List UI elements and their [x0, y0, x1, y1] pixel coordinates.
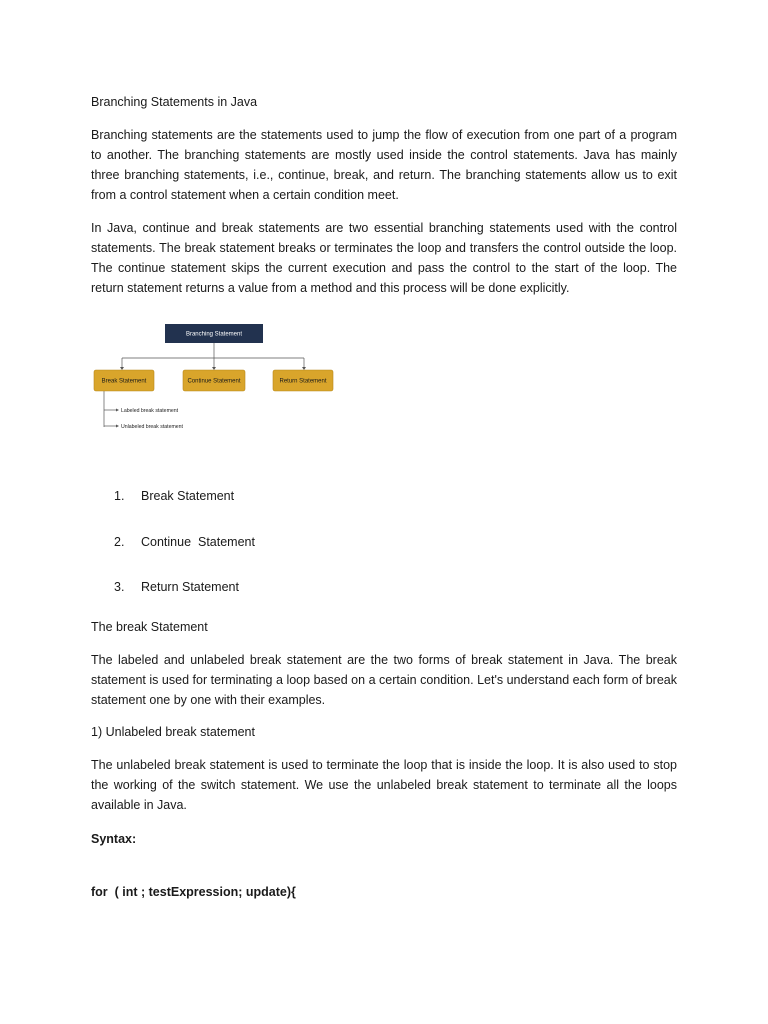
list-item-number: 3. — [114, 580, 125, 594]
list-item-number: 1. — [114, 489, 125, 503]
unlabeled-break-heading: 1) Unlabeled break statement — [91, 725, 255, 739]
branching-list — [114, 487, 255, 624]
list-item — [114, 578, 255, 596]
arrowhead-right — [302, 367, 306, 370]
diagram-root-label: Branching Statement — [185, 331, 243, 338]
branching-diagram-svg — [85, 316, 345, 436]
syntax-label: Syntax: — [91, 832, 137, 846]
continue-break-paragraph: In Java, continue and break statements are two essential branching statements used with the control statements. The break statement breaks or terminates the loop and transfers the control outside the loop. The continue statement skips the current execution and pass the control to the start of the loop. The return statement returns a value from a method and this process will be done explicitly. — [91, 221, 677, 295]
break-statement-heading: The break Statement — [91, 620, 208, 634]
document-title: Branching Statements in Java — [91, 95, 258, 109]
arrowhead-mid — [212, 367, 216, 370]
list-item — [114, 533, 255, 551]
unlabeled-break-paragraph: The unlabeled break statement is used to terminate the loop that is inside the loop. It is also used to stop the working of the switch statement. We use the unlabeled break statement to terminate all the loops available in Java. — [91, 758, 677, 812]
list-item-label: Continue Statement — [141, 534, 255, 549]
list-item-label: Break Statement — [141, 489, 235, 503]
list-item-label: Return Statement — [141, 580, 239, 594]
intro-paragraph: Branching statements are the statements used to jump the flow of execution from one part of a program to another. The branching statements are mostly used inside the control statements. Java has mainly three branching statements, i.e., continue, break, and return. The branching statements allow us to exit from a control statement when a certain condition meet. — [91, 128, 677, 202]
branching-diagram — [85, 316, 345, 436]
diagram-child-label-return: Return Statement — [279, 378, 327, 385]
diagram-sub-label-labeled: Labeled break statement — [121, 408, 179, 414]
diagram-child-label-break: Break Statement — [101, 378, 147, 385]
arrowhead-left — [120, 367, 124, 370]
arrowhead-sub-2 — [116, 425, 119, 428]
break-forms-paragraph: The labeled and unlabeled break statement are the two forms of break statement in Java. The break statement is used for terminating a loop based on a certain condition. Let's understand each form of break statement one by one with their examples. — [91, 653, 677, 707]
code-line: for ( int ; testExpression; update){ — [91, 885, 296, 899]
list-item — [114, 487, 255, 505]
list-item-number: 2. — [114, 534, 125, 549]
arrowhead-sub-1 — [116, 409, 119, 412]
diagram-child-label-continue: Continue Statement — [187, 378, 241, 385]
diagram-sub-label-unlabeled: Unlabeled break statement — [121, 424, 183, 430]
